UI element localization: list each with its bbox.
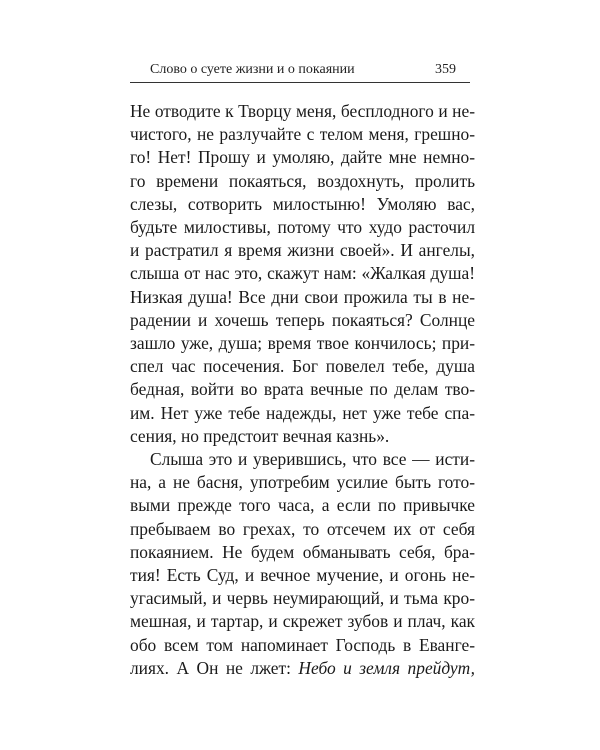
paragraph-1 — [130, 100, 475, 448]
running-title: Слово о суете жизни и о покаянии — [150, 62, 355, 77]
text-line: Низкая душа! Все дни свои прожила ты в не- — [130, 286, 475, 307]
text-line: мешная, и тартар, и скрежет зубов и плач, как — [130, 611, 475, 632]
text-line: спел час посечения. Бог повелел тебе, душа — [130, 356, 475, 377]
text-line: го времени покаяться, воздохнуть, пролить — [130, 170, 475, 191]
text-line: пребываем во грехах, то отсечем их от себя — [130, 518, 475, 539]
paragraph-2 — [130, 448, 475, 680]
text-line: Не отводите к Творцу меня, бесплодного и не- — [130, 101, 475, 121]
running-head — [130, 60, 470, 83]
text-line: и растратил я время жизни своей». И ангелы, — [130, 240, 475, 261]
text-line: чистого, не разлучайте с телом меня, грешно- — [130, 124, 475, 145]
text-line: будьте милостивы, потому что худо расточил — [130, 217, 475, 238]
text-line-with-italic — [130, 657, 475, 680]
text-line: угасимый, и червь неумирающий, и тьма кро- — [130, 588, 475, 609]
text-line: на, а не басня, употребим усилие быть гото- — [130, 472, 475, 493]
text-line: радении и хочешь теперь покаяться? Солнце — [130, 309, 475, 330]
text-line: сения, но предстоит вечная казнь». — [130, 425, 390, 446]
text-line: тия! Есть Суд, и вечное мучение, и огонь не- — [130, 565, 475, 586]
text-line: бедная, войти во врата вечные по делам тво- — [130, 379, 475, 400]
text-segment: лиях. А Он не лжет: — [130, 657, 299, 678]
text-line: слыша от нас это, скажут нам: «Жалкая душа! — [130, 263, 475, 284]
text-line: слезы, сотворить милостыню! Умоляю вас, — [130, 193, 475, 214]
text-line: Слыша это и уверившись, что все — исти- — [150, 449, 475, 470]
body-text — [130, 100, 475, 680]
text-line: выми прежде того часа, а если по привычке — [130, 495, 475, 516]
page-number: 359 — [435, 62, 456, 77]
text-line: покаянием. Не будем обманывать себя, бра- — [130, 541, 475, 562]
text-line: им. Нет уже тебе надежды, нет уже тебе спа- — [130, 402, 475, 423]
text-line: го! Нет! Прошу и умоляю, дайте мне немно- — [130, 147, 475, 168]
italic-scripture-quote: Небо и земля прейдут, — [298, 657, 475, 678]
text-line: обо всем том напоминает Господь в Еванге- — [130, 634, 475, 655]
text-line: зашло уже, душа; время твое кончилось; при- — [130, 333, 475, 354]
